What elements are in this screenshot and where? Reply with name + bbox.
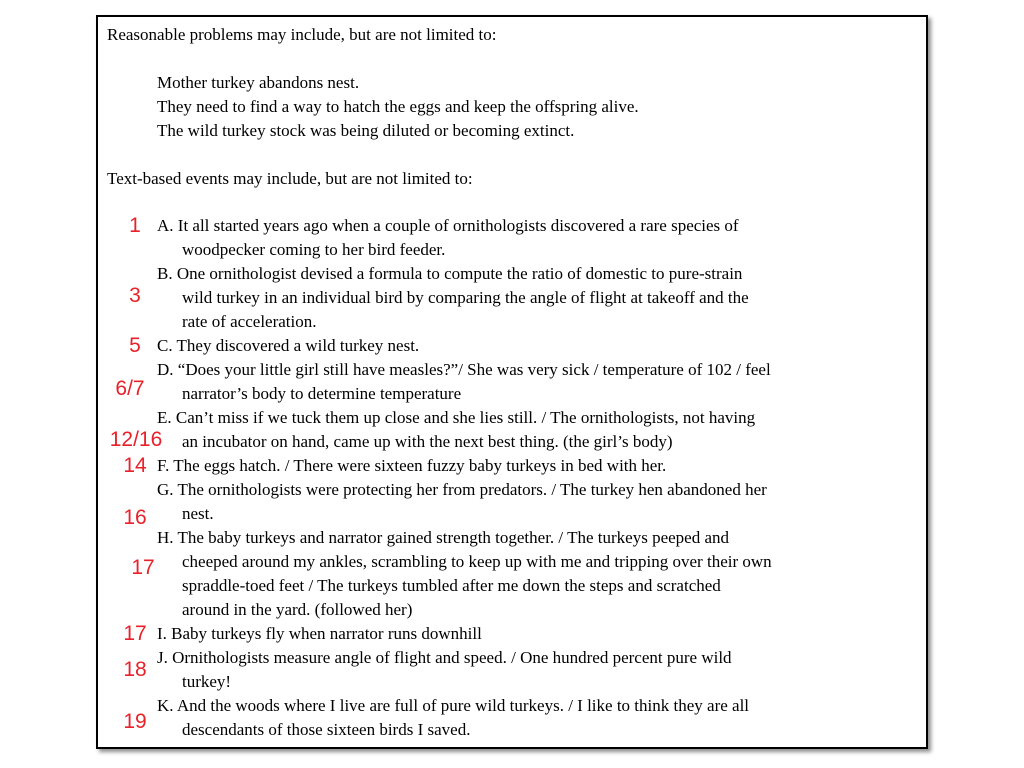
page-number: 1 xyxy=(129,214,141,237)
event-line-d: D. “Does your little girl still have measles?”/ She was very sick / temperature of 102 / feel xyxy=(157,360,771,379)
event-line-a: A. It all started years ago when a couple of ornithologists discovered a rare species of xyxy=(157,216,739,235)
event-line-g-cont: nest. xyxy=(182,504,214,523)
event-line-h-cont: around in the yard. (followed her) xyxy=(182,600,413,619)
event-line-d-cont: narrator’s body to determine temperature xyxy=(182,384,462,403)
event-line-e-cont: an incubator on hand, came up with the next best thing. (the girl’s body) xyxy=(182,432,673,451)
page-number: 12/16 xyxy=(109,428,163,451)
problem-item: Mother turkey abandons nest. xyxy=(157,73,360,92)
events-heading: Text-based events may include, but are not limited to: xyxy=(107,169,473,188)
event-line-b: B. One ornithologist devised a formula to compute the ratio of domestic to pure-strain xyxy=(157,264,743,283)
problem-item: The wild turkey stock was being diluted or becoming extinct. xyxy=(157,121,575,140)
event-line-k-cont: descendants of those sixteen birds I saved. xyxy=(182,720,471,739)
event-line-c: C. They discovered a wild turkey nest. xyxy=(157,336,420,355)
event-line-g: G. The ornithologists were protecting her from predators. / The turkey hen abandoned her xyxy=(157,480,767,499)
event-line-j: J. Ornithologists measure angle of flight and speed. / One hundred percent pure wild xyxy=(157,648,732,667)
event-line-h-cont: spraddle-toed feet / The turkeys tumbled after me down the steps and scratched xyxy=(182,576,721,595)
problems-heading: Reasonable problems may include, but are not limited to: xyxy=(107,25,497,44)
page-number: 19 xyxy=(123,710,147,733)
page-number: 3 xyxy=(129,284,141,307)
problem-item: They need to find a way to hatch the eggs and keep the offspring alive. xyxy=(157,97,639,116)
event-line-e: E. Can’t miss if we tuck them up close and she lies still. / The ornithologists, not having xyxy=(157,408,756,427)
event-line-h-cont: cheeped around my ankles, scrambling to keep up with me and tripping over their own xyxy=(182,552,772,571)
page-number: 16 xyxy=(123,506,147,529)
page-number: 18 xyxy=(123,658,147,681)
page-number: 17 xyxy=(131,556,155,579)
page-number: 14 xyxy=(123,454,147,477)
event-line-a-cont: woodpecker coming to her bird feeder. xyxy=(182,240,446,259)
event-line-b-cont: rate of acceleration. xyxy=(182,312,317,331)
page-number: 17 xyxy=(123,622,147,645)
page-number: 5 xyxy=(129,334,141,357)
page-number: 6/7 xyxy=(115,377,145,400)
event-line-h: H. The baby turkeys and narrator gained strength together. / The turkeys peeped and xyxy=(157,528,729,547)
event-line-f: F. The eggs hatch. / There were sixteen fuzzy baby turkeys in bed with her. xyxy=(157,456,667,475)
event-line-k: K. And the woods where I live are full of pure wild turkeys. / I like to think they are all xyxy=(157,696,750,715)
event-line-i: I. Baby turkeys fly when narrator runs downhill xyxy=(157,624,482,643)
event-line-b-cont: wild turkey in an individual bird by comparing the angle of flight at takeoff and the xyxy=(182,288,749,307)
event-line-j-cont: turkey! xyxy=(182,672,232,691)
